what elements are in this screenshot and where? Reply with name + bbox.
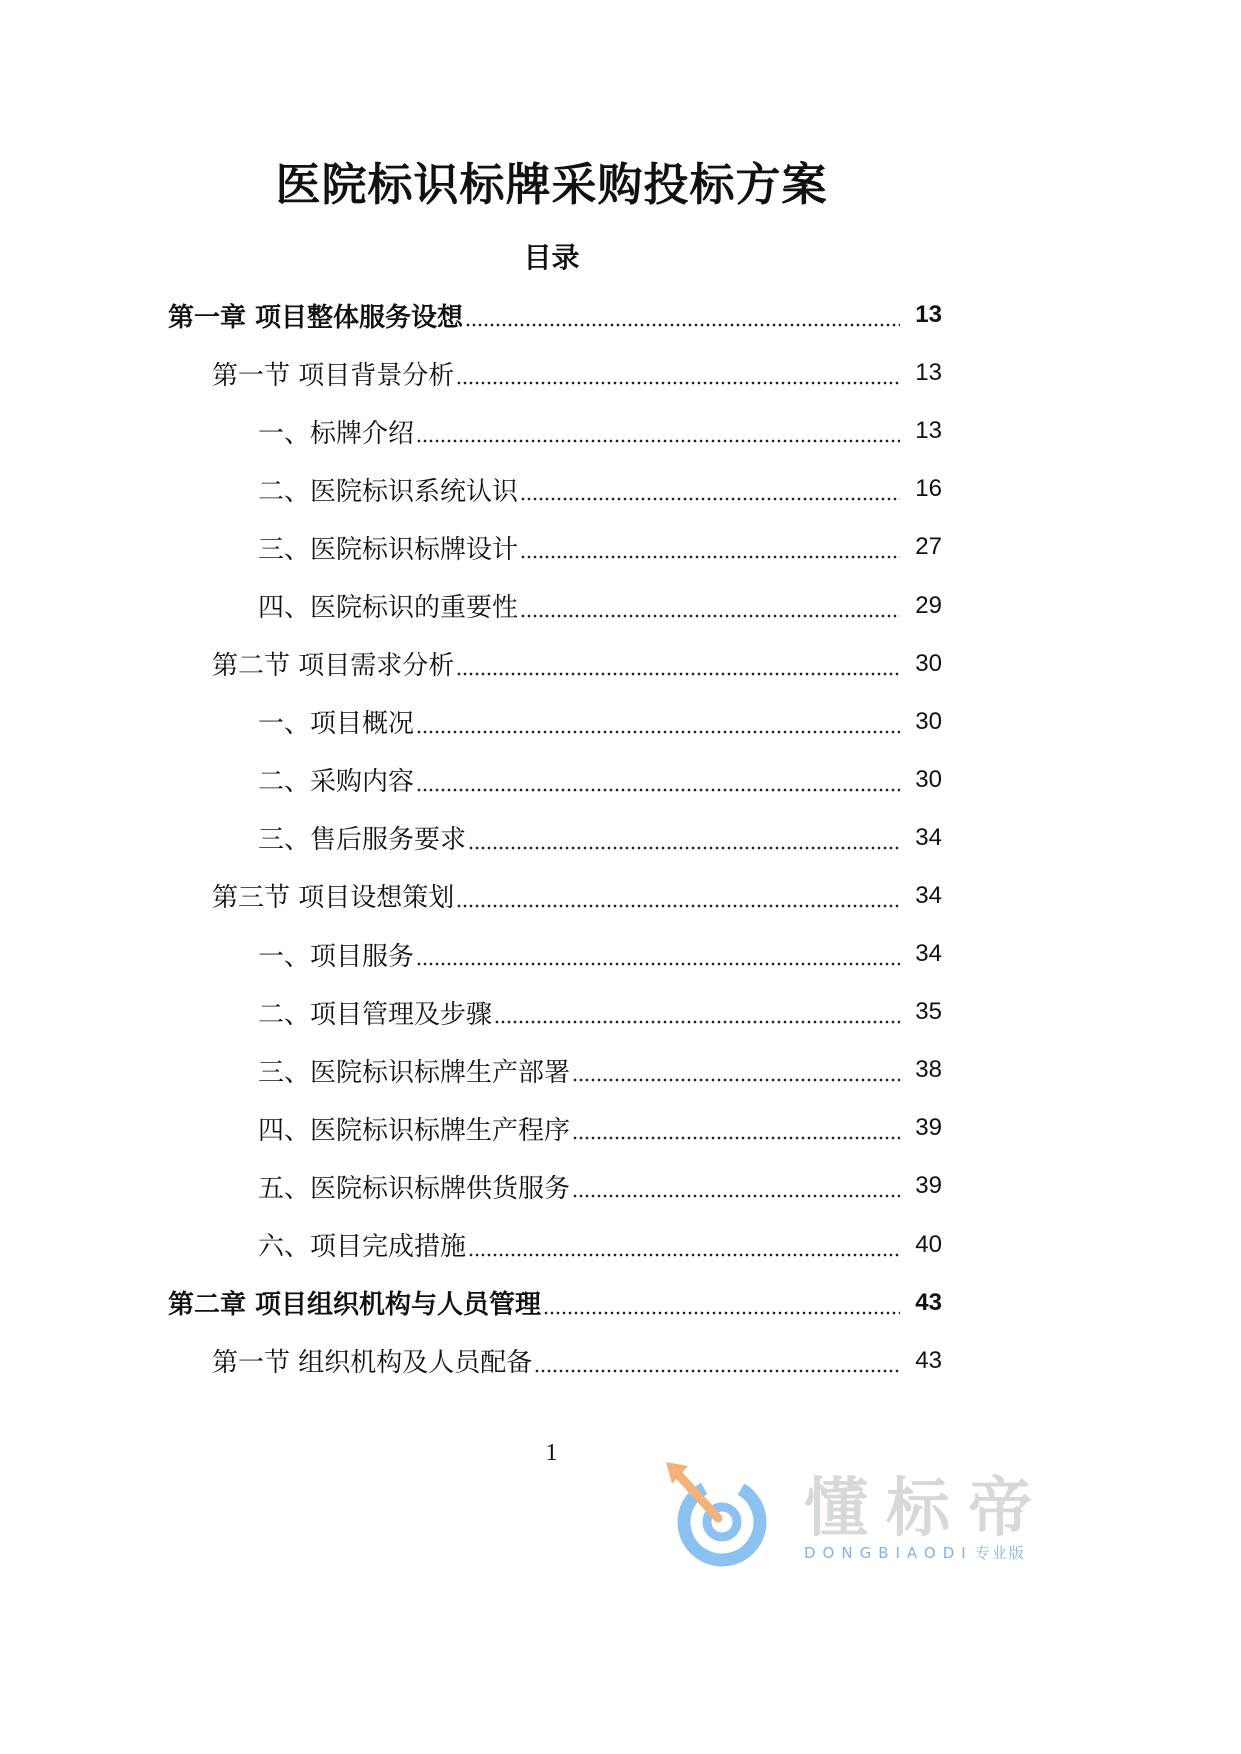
toc-entry-text: 一、项目概况: [258, 709, 415, 740]
toc-heading: 目录: [523, 241, 580, 274]
toc-dot-leader: [465, 302, 900, 328]
toc-entry-text: 四、医院标识标牌生产程序: [258, 1115, 571, 1146]
toc-subsection[interactable]: [0, 693, 1103, 751]
toc-dot-leader: [494, 999, 900, 1025]
toc-subsection[interactable]: [0, 402, 1103, 460]
toc-page-number: 38: [915, 1056, 942, 1084]
toc-entry-text: 二、医院标识系统认识: [258, 476, 519, 507]
toc-dot-leader: [468, 1232, 900, 1258]
toc-page-number: 30: [915, 765, 942, 793]
toc-subsection[interactable]: [0, 1041, 1103, 1099]
toc-page-number: 34: [915, 940, 942, 968]
toc-subsection[interactable]: [0, 1099, 1103, 1157]
page-number: 1: [545, 1440, 558, 1466]
watermark-subtitle: [804, 1542, 1026, 1563]
toc-dot-leader: [416, 941, 900, 967]
toc-page-number: 34: [915, 881, 942, 909]
toc-dot-leader: [543, 1290, 900, 1316]
toc-page-number: 43: [915, 1346, 942, 1374]
toc-page-number: 13: [915, 417, 942, 445]
toc-chapter[interactable]: [0, 286, 1103, 344]
toc-section[interactable]: [0, 867, 1103, 925]
toc-entry-text: 第一节 项目背景分析: [212, 360, 455, 391]
toc-subsection[interactable]: [0, 925, 1103, 983]
toc-dot-leader: [456, 360, 900, 386]
toc-dot-leader: [416, 418, 900, 444]
toc-page-number: 30: [915, 707, 942, 735]
toc-subsection[interactable]: [0, 809, 1103, 867]
toc-dot-leader: [572, 1057, 900, 1083]
toc-dot-leader: [416, 767, 900, 793]
toc-dot-leader: [416, 709, 900, 735]
toc-entry-text: 二、项目管理及步骤: [258, 999, 493, 1030]
watermark-brand: 懂标帝: [804, 1472, 1050, 1546]
toc-entry-text: 三、售后服务要求: [258, 825, 467, 856]
toc-entry-text: 一、项目服务: [258, 941, 415, 972]
toc-entry-text: 第一章 项目整体服务设想: [168, 302, 464, 333]
toc-dot-leader: [520, 476, 900, 502]
toc-entry-text: 三、医院标识标牌设计: [258, 534, 519, 565]
toc-dot-leader: [520, 593, 900, 619]
toc-entry-text: 二、采购内容: [258, 767, 415, 798]
toc-chapter[interactable]: [0, 1274, 1103, 1332]
toc-dot-leader: [456, 883, 900, 909]
toc-subsection[interactable]: [0, 983, 1103, 1041]
toc-entry-text: 第二章 项目组织机构与人员管理: [168, 1290, 542, 1321]
toc-section[interactable]: [0, 344, 1103, 402]
target-arrow-icon: [662, 1460, 777, 1567]
toc-subsection[interactable]: [0, 576, 1103, 634]
toc-dot-leader: [534, 1348, 900, 1374]
toc-page-number: 39: [915, 1114, 942, 1142]
toc-entry-text: 六、项目完成措施: [258, 1232, 467, 1263]
toc-subsection[interactable]: [0, 1216, 1103, 1274]
toc-page-number: 30: [915, 649, 942, 677]
toc-page-number: 16: [915, 475, 942, 503]
toc-subsection[interactable]: [0, 751, 1103, 809]
toc-page-number: 35: [915, 998, 942, 1026]
toc-section[interactable]: [0, 1332, 1103, 1390]
document-title: 医院标识标牌采购投标方案: [275, 158, 828, 211]
toc-entry-text: 一、标牌介绍: [258, 418, 415, 449]
toc-dot-leader: [572, 1173, 900, 1199]
toc-page-number: 13: [915, 301, 942, 329]
toc-dot-leader: [520, 534, 900, 560]
toc-subsection[interactable]: [0, 1157, 1103, 1215]
toc-subsection[interactable]: [0, 460, 1103, 518]
toc-entry-text: 第三节 项目设想策划: [212, 883, 455, 914]
toc-page-number: 27: [915, 533, 942, 561]
toc-dot-leader: [572, 1115, 900, 1141]
toc-entry-text: 四、医院标识的重要性: [258, 593, 519, 624]
watermark-subtitle-en: DONGBIAODI: [804, 1544, 973, 1562]
toc-page-number: 29: [915, 591, 942, 619]
toc-dot-leader: [468, 825, 900, 851]
toc-subsection[interactable]: [0, 518, 1103, 576]
toc-entry-text: 第二节 项目需求分析: [212, 651, 455, 682]
toc-page-number: 13: [915, 359, 942, 387]
toc-entry-text: 三、医院标识标牌生产部署: [258, 1057, 571, 1088]
watermark-logo: [662, 1460, 1092, 1567]
toc-entry-text: 五、医院标识标牌供货服务: [258, 1173, 571, 1204]
toc-entry-text: 第一节 组织机构及人员配备: [212, 1348, 533, 1379]
toc-page-number: 39: [915, 1172, 942, 1200]
toc-page-number: 40: [915, 1230, 942, 1258]
toc-dot-leader: [456, 651, 900, 677]
toc-page-number: 43: [915, 1288, 942, 1316]
table-of-contents: [0, 286, 1103, 1390]
watermark-subtitle-cn: 专业版: [974, 1544, 1026, 1562]
toc-section[interactable]: [0, 635, 1103, 693]
toc-page-number: 34: [915, 823, 942, 851]
